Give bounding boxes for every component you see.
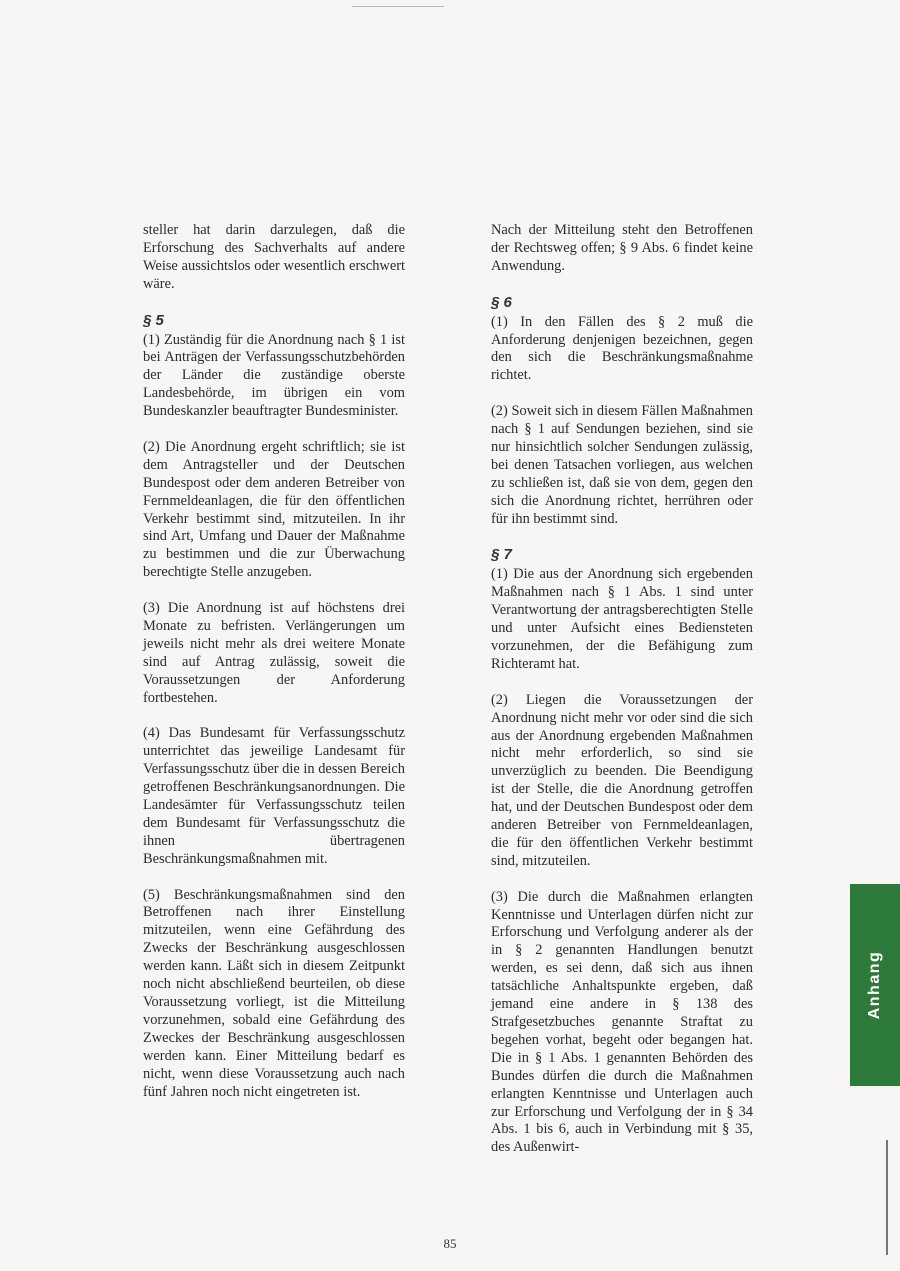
section-heading: § 7 — [491, 546, 512, 564]
paragraph: (2) Die Anordnung ergeht schriftlich; sie ist dem Antragsteller und der Deutschen Bundespost oder dem anderen Betreiber von Fernmeldeanlagen, die für den öffentlichen Verkehr bestimmt sind, mitzuteilen. In ihr sind Art, Umfang und Dauer der Maßnahme zu bestimmen und die zur Überwachung berechtigte Stelle anzugeben. — [143, 438, 405, 581]
paragraph: (5) Beschränkungsmaßnahmen sind den Betroffenen nach ihrer Einstellung mitzuteilen, wenn eine Gefährdung des Zwecks der Beschränkung ausgeschlossen werden kann. Läßt sich in diesem Zeitpunkt noch nicht abschließend beurteilen, ob diese Voraussetzung vorliegt, ist die Mitteilung vorzunehmen, sobald eine Gefährdung des Zweckes der Beschränkung ausgeschlossen werden kann. Einer Mitteilung bedarf es nicht, wenn diese Voraussetzung auch nach fünf Jahren noch nicht eingetreten ist. — [143, 886, 405, 1100]
appendix-tab-label: Anhang — [866, 950, 883, 1020]
top-edge-line — [352, 6, 444, 7]
paragraph: (1) Die aus der Anordnung sich ergebenden Maßnahmen nach § 1 Abs. 1 sind unter Verantwortung der antragsberechtigten Stelle und unter Aufsicht eines Bediensteten vorzunehmen, der die Befähigung zum Richteramt hat. — [491, 566, 753, 672]
paragraph: steller hat darin darzulegen, daß die Erforschung des Sachverhalts auf andere Weise aussichtslos oder wesentlich erschwert wäre. — [143, 222, 405, 292]
section-heading: § 5 — [143, 311, 164, 329]
paragraph: (2) Liegen die Voraussetzungen der Anordnung nicht mehr vor oder sind die sich aus der Anordnung ergebenden Maßnahmen nicht mehr erforderlich, so sind sie unverzüglich zu beenden. Die Beendigung ist der Stelle, die die Anordnung getroffen hat, und der Deutschen Bundespost oder dem anderen Betreiber von Fernmeldeanlagen, die für den öffentlichen Verkehr bestimmt sind, mitzuteilen. — [491, 691, 753, 869]
paragraph: (3) Die durch die Maßnahmen erlangten Kenntnisse und Unterlagen dürfen nicht zur Erforschung und Verfolgung anderer als der in § 2 genannten Handlungen benutzt werden, es sei denn, daß sich aus ihnen tatsächliche Anhaltspunkte ergeben, daß jemand eine andere in § 138 des Strafgesetzbuches genannte Straftat zu begehen vorhat, begeht oder begangen hat. Die in § 1 Abs. 1 genannten Behörden des Bundes dürfen die durch die Maßnahmen erlangten Kenntnisse und Unterlagen auch zur Erforschung und Verfolgung der in § 34 Abs. 1 bis 6, auch in Verbindung mit § 35, des Außenwirt- — [491, 888, 753, 1156]
right-column — [491, 222, 753, 1175]
paragraph: (1) Zuständig für die Anordnung nach § 1 ist bei Anträgen der Verfassungsschutzbehörden der Länder die zuständige oberste Landesbehörde, im übrigen ein vom Bundeskanzler beauftragter Bundesminister. — [143, 331, 405, 420]
section-heading: § 6 — [491, 293, 512, 311]
paragraph: (2) Soweit sich in diesem Fällen Maßnahmen nach § 1 auf Sendungen beziehen, sind sie nur hinsichtlich solcher Sendungen zulässig, bei denen Tatsachen vorliegen, aus welchen zu schließen ist, daß sie von dem, gegen den sich die Anordnung richtet, herrühren oder für ihn bestimmt sind. — [491, 403, 753, 527]
page-number: 85 — [443, 1236, 457, 1251]
paragraph: (1) In den Fällen des § 2 muß die Anforderung denjenigen bezeichnen, gegen den sich die Beschränkungsmaßnahme richtet. — [491, 313, 753, 384]
left-column — [143, 222, 405, 1119]
appendix-tab[interactable] — [850, 884, 900, 1086]
paragraph: Nach der Mitteilung steht den Betroffenen der Rechtsweg offen; § 9 Abs. 6 findet keine Anwendung. — [491, 222, 753, 274]
paragraph: (4) Das Bundesamt für Verfassungsschutz unterrichtet das jeweilige Landesamt für Verfassungsschutz über die in dessen Bereich getroffenen Beschränkungsanordnungen. Die Landesämter für Verfassungsschutz teilen dem Bundesamt für Verfassungsschutz die ihnen übertragenen Beschränkungsmaßnahmen mit. — [143, 725, 405, 867]
paragraph: (3) Die Anordnung ist auf höchstens drei Monate zu befristen. Verlängerungen um jeweils nicht mehr als drei weitere Monate sind auf Antrag zulässig, soweit die Voraussetzungen der Anforderung fortbestehen. — [143, 600, 405, 706]
